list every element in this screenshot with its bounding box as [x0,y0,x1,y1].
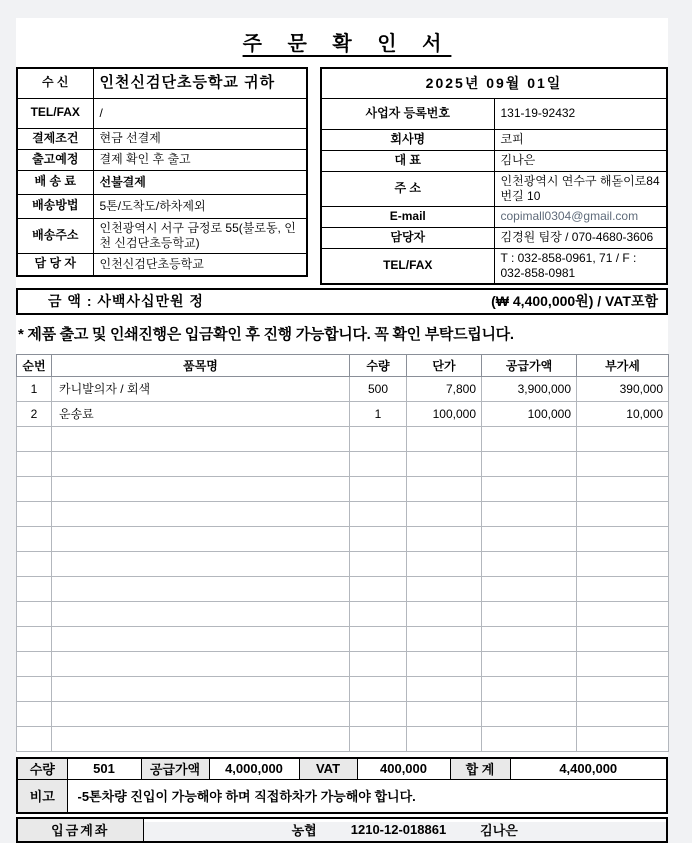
empty-cell [577,551,669,576]
empty-cell [577,451,669,476]
table-row [321,248,667,284]
summary-table [16,757,668,814]
empty-cell [17,676,52,701]
empty-cell [350,726,407,751]
summary-vat-label: VAT [299,758,357,780]
empty-cell [52,501,350,526]
empty-cell [407,576,482,601]
payment-terms-value: 현금 선결제 [93,128,307,149]
item-row-empty [17,651,669,676]
amount-box [16,288,668,315]
payment-notice: * 제품 출고 및 인쇄진행은 입금확인 후 진행 가능합니다. 꼭 확인 부탁드립니다. [18,325,514,343]
supplier-table [320,67,668,285]
empty-cell [482,726,577,751]
summary-supply-value: 4,000,000 [209,758,299,780]
item-no: 1 [17,376,52,401]
empty-cell [52,426,350,451]
empty-cell [17,501,52,526]
item-row-empty [17,701,669,726]
item-row-empty [17,426,669,451]
item-qty: 1 [350,401,407,426]
summary-qty-value: 501 [67,758,141,780]
item-row-empty [17,476,669,501]
empty-cell [52,626,350,651]
empty-cell [482,426,577,451]
summary-vat-value: 400,000 [357,758,450,780]
empty-cell [350,601,407,626]
empty-cell [52,651,350,676]
item-vat: 390,000 [577,376,669,401]
shipping-schedule-label: 출고예정 [17,149,93,170]
empty-cell [577,651,669,676]
empty-cell [407,726,482,751]
empty-cell [407,651,482,676]
empty-cell [482,501,577,526]
page-title: 주 문 확 인 서 [242,33,452,55]
remark-value: -5톤차량 진입이 가능해야 하며 직접하차가 가능해야 합니다. [67,780,667,813]
item-row-empty [17,451,669,476]
empty-cell [350,626,407,651]
empty-cell [52,701,350,726]
summary-row [17,758,667,780]
account-row [17,818,667,842]
empty-cell [407,676,482,701]
shipping-address-label: 배송주소 [17,218,93,253]
empty-cell [407,701,482,726]
empty-cell [52,601,350,626]
telfax-value: / [93,98,307,128]
company-name-value: 코피 [494,129,667,150]
item-name: 카니발의자 / 회색 [52,376,350,401]
empty-cell [52,576,350,601]
empty-cell [577,576,669,601]
empty-cell [52,726,350,751]
col-no: 순번 [17,354,52,376]
recipient-value: 인천신검단초등학교 귀하 [93,68,307,98]
col-supply-price: 공급가액 [482,354,577,376]
empty-cell [407,526,482,551]
item-supply-price: 100,000 [482,401,577,426]
empty-cell [482,701,577,726]
business-number-label: 사업자 등록번호 [321,98,494,129]
empty-cell [52,526,350,551]
table-row [17,253,307,276]
empty-cell [17,726,52,751]
items-table [16,354,669,752]
company-name-label: 회사명 [321,129,494,150]
address-value: 인천광역시 연수구 해돋이로84번길 10 [494,171,667,206]
empty-cell [17,651,52,676]
item-row-empty [17,676,669,701]
empty-cell [482,601,577,626]
empty-cell [17,451,52,476]
table-row [17,218,307,253]
table-row [321,206,667,227]
table-row [321,68,667,98]
summary-total-label: 합 계 [450,758,510,780]
table-row [17,68,307,98]
item-row-empty [17,726,669,751]
col-unit-price: 단가 [407,354,482,376]
empty-cell [350,651,407,676]
empty-cell [17,601,52,626]
item-qty: 500 [350,376,407,401]
item-row-empty [17,626,669,651]
contact-person-label: 담 당 자 [17,253,93,276]
header-tables [16,67,668,285]
account-bank: 농협 [291,823,317,838]
remark-row [17,780,667,813]
shipping-method-label: 배송방법 [17,194,93,218]
item-unit-price: 100,000 [407,401,482,426]
item-row-empty [17,551,669,576]
empty-cell [482,526,577,551]
account-detail [144,820,667,839]
empty-cell [407,501,482,526]
empty-cell [577,626,669,651]
item-row-empty [17,526,669,551]
address-label: 주 소 [321,171,494,206]
ceo-value: 김나은 [494,150,667,171]
item-row [17,401,669,426]
empty-cell [52,476,350,501]
item-row-empty [17,501,669,526]
document-date: 2025년 09월 01일 [321,68,667,98]
table-row [17,194,307,218]
empty-cell [482,476,577,501]
empty-cell [350,701,407,726]
empty-cell [350,676,407,701]
table-row [17,170,307,194]
empty-cell [482,676,577,701]
contact-person-value: 인천신검단초등학교 [93,253,307,276]
shipping-address-value: 인천광역시 서구 금정로 55(불로동, 인천 신검단초등학교) [93,218,307,253]
ceo-label: 대 표 [321,150,494,171]
table-row [321,98,667,129]
document-page [16,18,668,838]
empty-cell [482,576,577,601]
items-header-row [17,354,669,376]
item-vat: 10,000 [577,401,669,426]
empty-cell [17,701,52,726]
empty-cell [407,451,482,476]
empty-cell [577,726,669,751]
account-info [143,818,667,842]
amount-text: 금 액 : 사백사십만원 정 [48,293,204,309]
shipping-method-value: 5톤/도착도/하차제외 [93,194,307,218]
table-row [17,98,307,128]
supplier-telfax-label: TEL/FAX [321,248,494,284]
empty-cell [577,601,669,626]
empty-cell [350,551,407,576]
table-row [17,128,307,149]
empty-cell [407,601,482,626]
empty-cell [407,551,482,576]
email-label: E-mail [321,206,494,227]
empty-cell [482,551,577,576]
business-number-value: 131-19-92432 [494,98,667,129]
empty-cell [17,476,52,501]
payment-terms-label: 결제조건 [17,128,93,149]
summary-supply-label: 공급가액 [141,758,209,780]
empty-cell [17,426,52,451]
manager-label: 담당자 [321,227,494,248]
recipient-label: 수 신 [17,68,93,98]
shipping-fee-value: 선불결제 [93,170,307,194]
supplier-telfax-value: T : 032-858-0961, 71 / F : 032-858-0981 [494,248,667,284]
empty-cell [577,501,669,526]
empty-cell [482,651,577,676]
empty-cell [52,451,350,476]
account-table [16,817,668,843]
empty-cell [577,676,669,701]
empty-cell [350,451,407,476]
empty-cell [482,451,577,476]
items-body [17,376,669,751]
empty-cell [17,626,52,651]
empty-cell [350,501,407,526]
empty-cell [407,626,482,651]
manager-value: 김경원 팀장 / 070-4680-3606 [494,227,667,248]
account-number: 1210-12-018861 [350,822,447,837]
empty-cell [407,426,482,451]
telfax-label: TEL/FAX [17,98,93,128]
empty-cell [350,576,407,601]
empty-cell [17,576,52,601]
item-row [17,376,669,401]
item-supply-price: 3,900,000 [482,376,577,401]
account-label: 입금계좌 [17,818,143,842]
item-no: 2 [17,401,52,426]
account-holder: 김나은 [480,823,518,838]
item-row-empty [17,601,669,626]
amount-value: (₩ 4,400,000원) / VAT포함 [491,293,658,309]
summary-qty-label: 수량 [17,758,67,780]
empty-cell [577,476,669,501]
empty-cell [577,526,669,551]
empty-cell [350,526,407,551]
summary-total-value: 4,400,000 [510,758,667,780]
item-row-empty [17,576,669,601]
empty-cell [52,551,350,576]
empty-cell [17,526,52,551]
col-vat: 부가세 [577,354,669,376]
shipping-schedule-value: 결제 확인 후 출고 [93,149,307,170]
empty-cell [17,551,52,576]
table-row [321,171,667,206]
item-unit-price: 7,800 [407,376,482,401]
recipient-table [16,67,308,277]
table-row [321,150,667,171]
col-item-name: 품목명 [52,354,350,376]
table-row [17,149,307,170]
empty-cell [350,426,407,451]
table-row [321,129,667,150]
empty-cell [52,676,350,701]
empty-cell [482,626,577,651]
email-value: copimall0304@gmail.com [494,206,667,227]
empty-cell [577,426,669,451]
empty-cell [577,701,669,726]
table-row [321,227,667,248]
remark-label: 비고 [17,780,67,813]
empty-cell [407,476,482,501]
col-qty: 수량 [350,354,407,376]
shipping-fee-label: 배 송 료 [17,170,93,194]
item-name: 운송료 [52,401,350,426]
empty-cell [350,476,407,501]
